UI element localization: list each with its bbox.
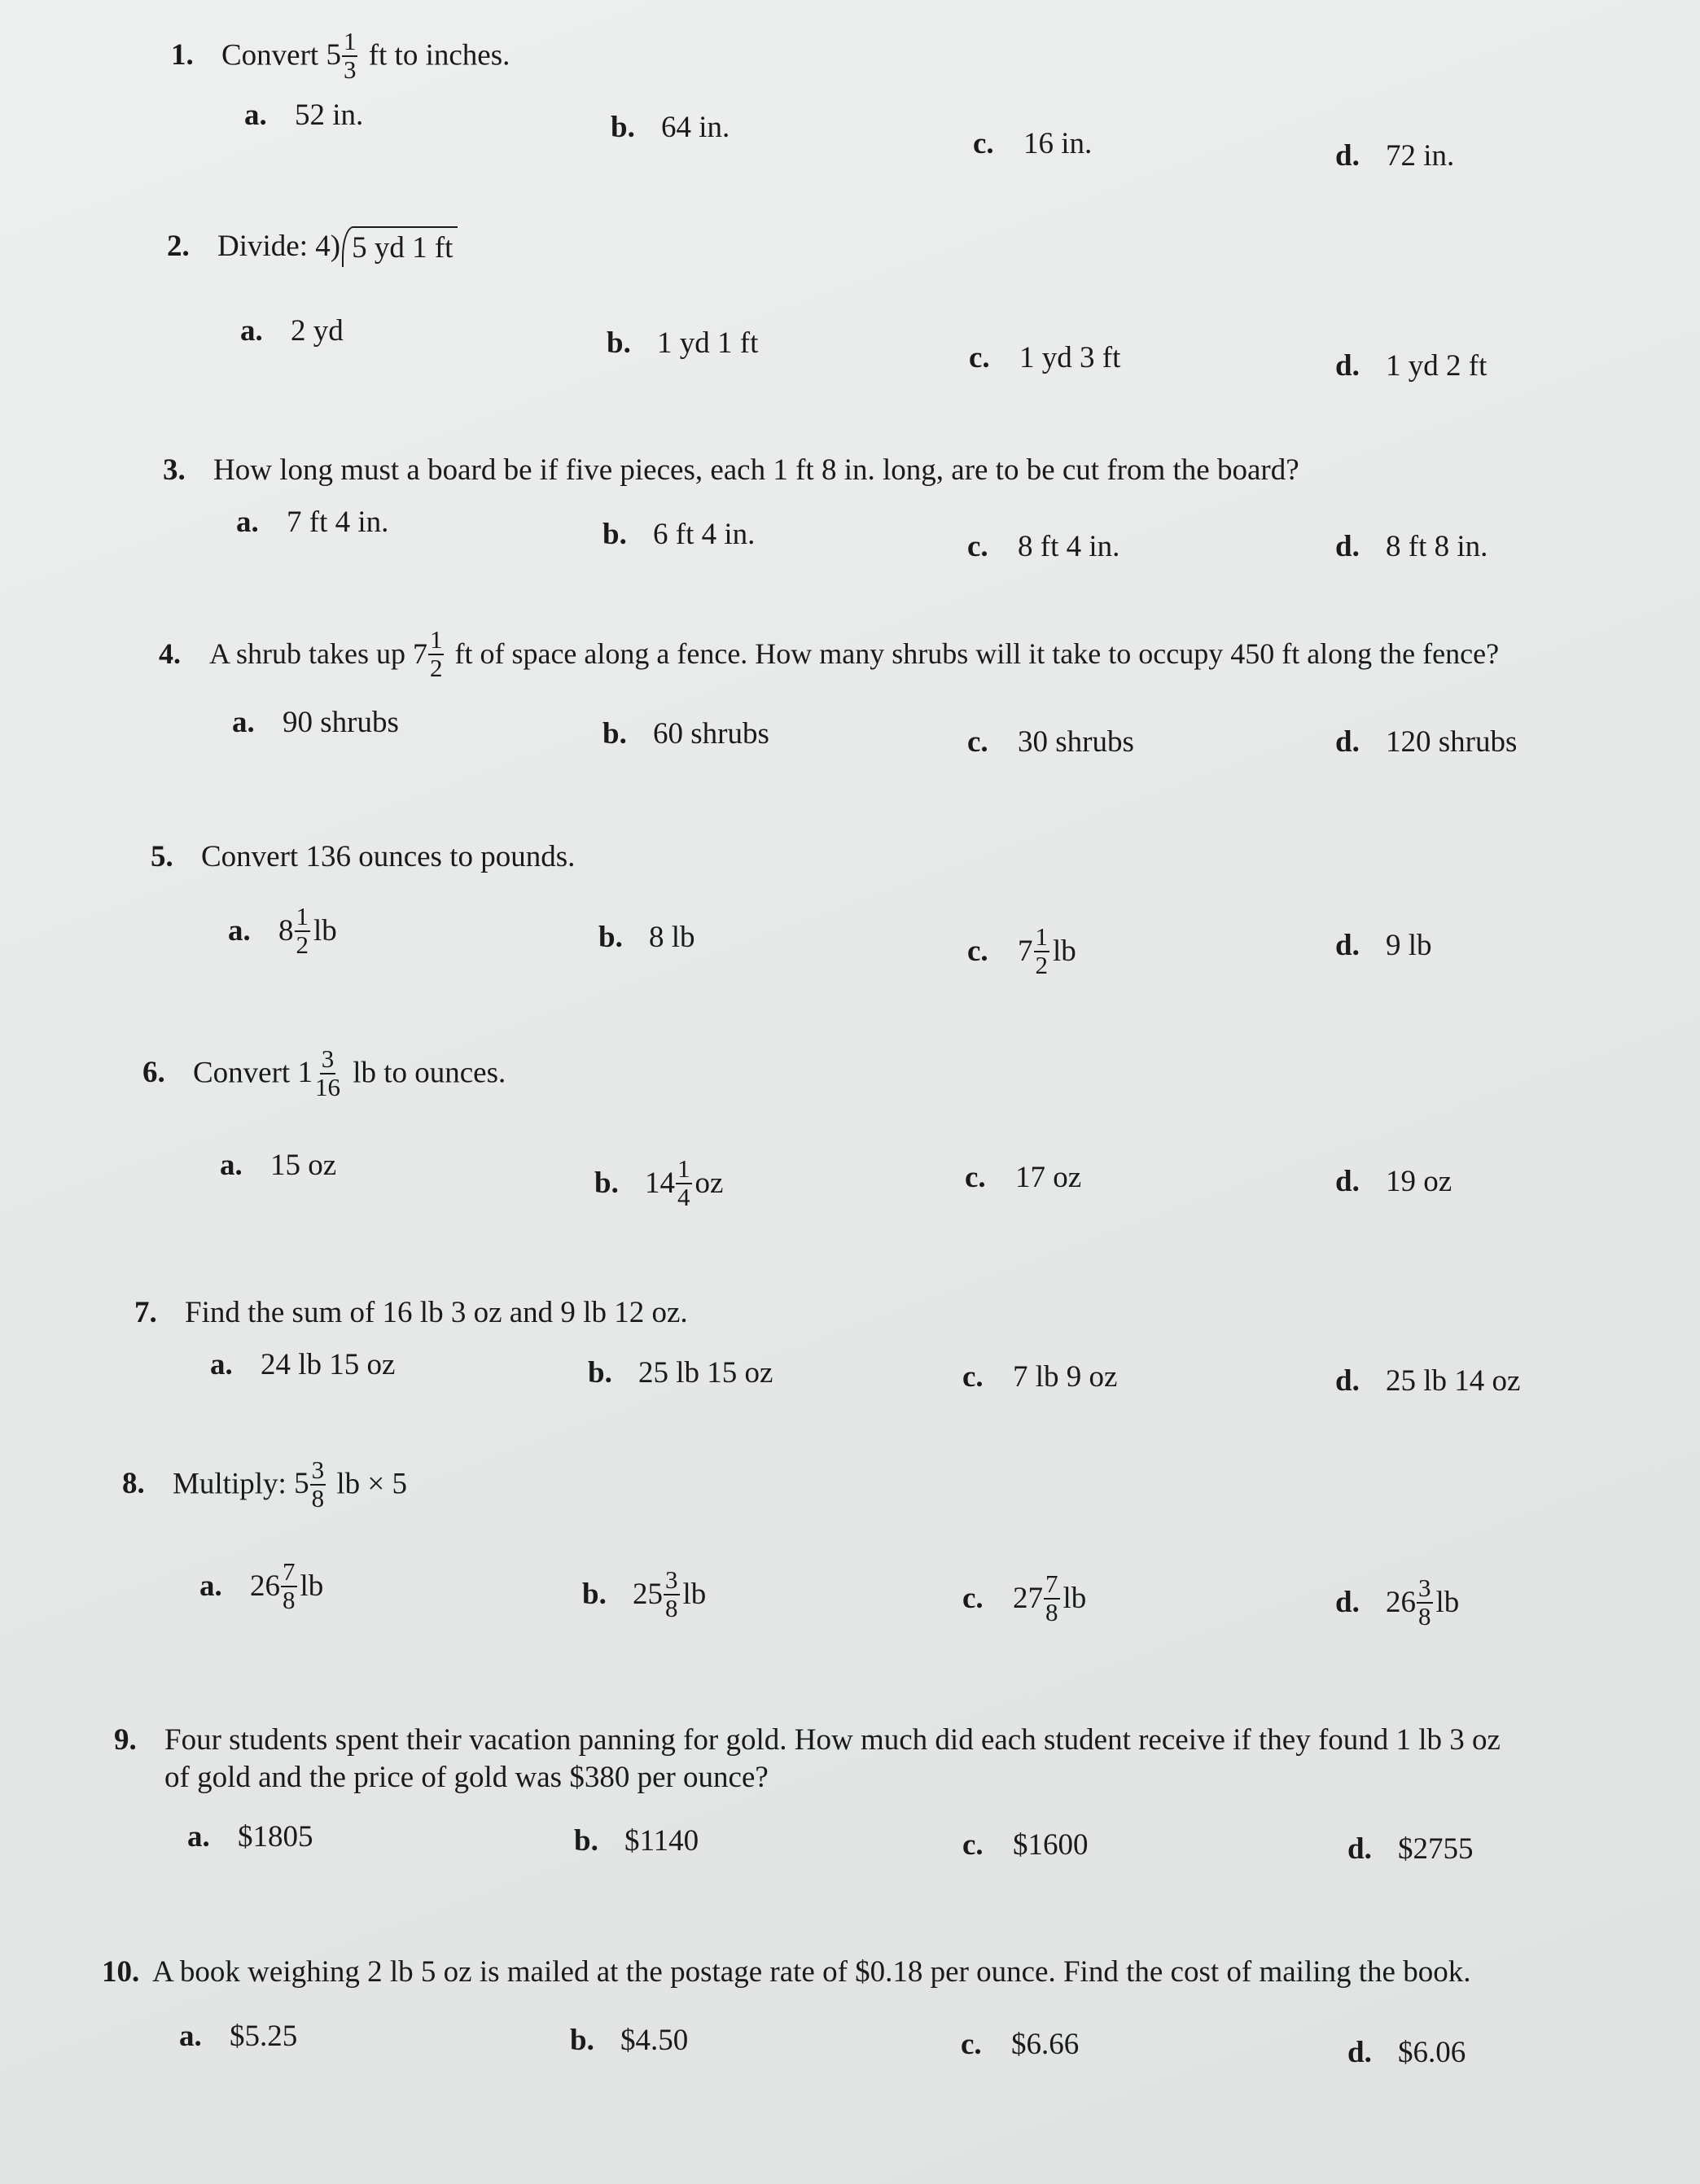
option-letter: a. [179,2020,202,2053]
mixed-number [1018,924,1053,978]
option-text: 8 lb [649,921,695,954]
whole-part: 27 [1013,1582,1043,1616]
option-text: 2 yd [291,314,344,348]
denominator: 8 [1418,1601,1431,1630]
denominator: 8 [311,1483,325,1512]
option-text: 8 ft 8 in. [1386,530,1488,563]
option-text: 7 lb 9 oz [1013,1360,1118,1394]
option-letter: c. [969,341,990,374]
mixed-number [413,627,448,681]
answer-option-b[interactable] [602,517,755,552]
option-letter: a. [236,506,259,539]
whole-part: 25 [633,1578,663,1612]
option-text: 64 in. [661,111,730,144]
option-letter: d. [1335,349,1360,383]
question-number: 1. [171,38,194,72]
option-letter: b. [602,518,627,551]
option-text: 90 shrubs [283,706,399,739]
answer-option-b[interactable] [570,2023,688,2058]
answer-option-b[interactable] [582,1567,706,1622]
option-text: $1805 [238,1820,313,1854]
option-text: 25 lb 15 oz [638,1356,773,1390]
option-text: $6.66 [1011,2028,1080,2061]
numerator: 7 [283,1557,296,1586]
numerator: 7 [1045,1569,1058,1598]
question-6 [142,1046,506,1101]
question-prefix: Convert [221,38,326,72]
denominator: 2 [296,930,309,959]
answer-option-c[interactable] [967,924,1076,978]
option-letter: a. [210,1348,233,1381]
option-text: 60 shrubs [653,717,769,751]
mixed-number [278,904,313,958]
whole-part: 7 [1018,934,1033,969]
option-letter: a. [240,314,263,348]
mixed-number [250,1559,300,1613]
question-prefix: A shrub takes up [209,637,413,671]
mixed-number [1013,1571,1063,1626]
option-text: 25 lb 14 oz [1386,1364,1521,1398]
answer-option-d[interactable] [1347,2035,1466,2070]
option-text: 24 lb 15 oz [261,1348,396,1381]
denominator: 4 [677,1182,690,1211]
option-text: $4.50 [620,2024,689,2057]
denominator: 8 [283,1585,296,1614]
question-prefix: Multiply: [173,1467,295,1501]
option-letter: a. [187,1820,210,1854]
option-unit: lb [1435,1586,1460,1620]
answer-option-a[interactable] [220,1148,336,1183]
answer-option-d[interactable] [1335,1363,1520,1398]
question-2 [167,226,458,267]
whole-part: 1 [297,1056,313,1090]
option-unit: lb [300,1569,324,1604]
denominator: 16 [314,1072,340,1101]
mixed-number [633,1567,683,1622]
numerator: 1 [429,625,443,654]
option-letter: c. [962,1582,984,1616]
fraction [342,28,358,83]
option-text: 120 shrubs [1386,725,1518,759]
option-unit: lb [1053,934,1076,969]
question-text: Convert 136 ounces to pounds. [201,840,576,873]
numerator: 1 [1035,922,1048,951]
numerator: 3 [311,1455,325,1484]
question-text: Four students spent their vacation panning for gold. How much did each student receive if they found 1 lb 3 oz [164,1723,1501,1757]
fraction [664,1567,680,1622]
answer-option-d[interactable] [1335,1575,1459,1630]
option-letter: b. [574,1824,598,1858]
whole-part: 14 [645,1166,675,1201]
answer-option-c[interactable] [962,1359,1117,1394]
whole-part: 5 [294,1467,309,1501]
question-number: 8. [122,1467,145,1501]
answer-option-d[interactable] [1335,348,1487,383]
question-prefix: Convert [193,1056,298,1090]
mixed-number [1386,1575,1436,1630]
option-letter: c. [967,725,988,759]
answer-option-a[interactable] [210,1347,395,1382]
option-text: $2755 [1398,1832,1474,1866]
fraction [676,1156,692,1210]
option-unit: lb [313,914,337,948]
option-letter: c. [962,1828,984,1862]
option-text: 8 ft 4 in. [1018,530,1120,563]
option-text: $6.06 [1398,2036,1466,2069]
denominator: 2 [429,653,443,682]
option-text: 15 oz [270,1149,337,1182]
option-letter: c. [973,127,994,160]
numerator: 1 [296,902,309,930]
fraction [1417,1575,1433,1630]
whole-part: 5 [326,38,341,72]
answer-option-a[interactable] [199,1559,323,1613]
answer-option-d[interactable] [1335,138,1454,173]
denominator: 2 [1035,950,1048,979]
question-text: A book weighing 2 lb 5 oz is mailed at the postage rate of $0.18 per ounce. Find the cost of mailing the book. [152,1955,1471,1989]
answer-option-c[interactable] [969,340,1120,375]
option-text: 1 yd 2 ft [1386,349,1488,383]
question-number: 7. [134,1296,157,1329]
option-unit: lb [682,1578,707,1612]
long-division [315,226,458,267]
answer-option-d[interactable] [1335,1164,1452,1199]
option-letter: b. [607,326,631,360]
option-letter: a. [232,706,255,739]
question-number: 2. [167,230,190,263]
option-letter: c. [965,1161,986,1194]
fraction [310,1457,326,1512]
option-letter: c. [962,1360,984,1394]
option-letter: b. [570,2024,594,2057]
answer-option-b[interactable] [607,326,758,361]
fraction [1034,924,1050,978]
question-suffix: lb × 5 [329,1467,407,1501]
question-number: 10. [102,1955,140,1989]
question-prefix: Divide: [217,230,316,263]
option-letter: b. [588,1356,612,1390]
option-letter: c. [967,934,988,969]
option-letter: a. [220,1149,243,1182]
question-3 [163,452,1299,489]
question-10 [102,1954,1470,1991]
divisor: 4) [315,230,341,263]
answer-option-a[interactable] [232,705,399,740]
option-letter: d. [1335,530,1360,563]
question-text-line2: of gold and the price of gold was $380 per ounce? [164,1761,769,1795]
dividend: 5 yd 1 ft [342,226,458,267]
option-text: 1 yd 3 ft [1019,341,1121,374]
option-letter: b. [598,921,623,954]
mixed-number [294,1457,329,1512]
answer-option-a[interactable] [244,98,363,133]
question-number: 3. [163,453,186,487]
mixed-number [645,1156,695,1210]
denominator: 8 [665,1593,678,1622]
question-suffix: ft of space along a fence. How many shrubs will it take to occupy 450 ft along the fence? [447,637,1500,671]
whole-part: 26 [1386,1586,1416,1620]
option-letter: d. [1335,1364,1360,1398]
option-text: 52 in. [295,98,364,132]
option-text: $1600 [1013,1828,1089,1862]
option-text: $5.25 [230,2020,298,2053]
answer-option-c[interactable] [962,1827,1089,1862]
answer-option-c[interactable] [967,529,1119,564]
mixed-number [297,1046,345,1101]
option-text: 16 in. [1023,127,1093,160]
option-letter: d. [1335,1165,1360,1198]
answer-option-c[interactable] [965,1160,1081,1195]
option-letter: a. [199,1569,222,1604]
option-text: 1 yd 1 ft [657,326,759,360]
option-text: 72 in. [1386,139,1455,173]
answer-option-a[interactable] [240,313,344,348]
whole-part: 7 [412,637,427,671]
fraction [1044,1571,1060,1626]
answer-option-b[interactable] [602,716,769,751]
answer-option-d[interactable] [1335,724,1517,759]
option-letter: b. [602,717,627,751]
answer-option-d[interactable] [1335,928,1432,963]
numerator: 3 [321,1044,335,1073]
option-letter: d. [1335,725,1360,759]
question-suffix: ft to inches. [361,38,510,72]
option-letter: a. [228,914,251,948]
answer-option-c[interactable] [967,724,1134,759]
answer-option-d[interactable] [1347,1832,1474,1867]
fraction [295,904,311,958]
denominator: 8 [1045,1597,1058,1626]
mixed-number [326,28,361,83]
answer-option-c[interactable] [962,1571,1086,1626]
option-letter: c. [967,530,988,563]
question-4 [159,627,1499,681]
answer-option-a[interactable] [236,505,388,540]
question-5 [151,838,575,876]
option-letter: d. [1335,929,1360,962]
answer-option-c[interactable] [973,126,1092,161]
option-letter: b. [594,1166,619,1201]
option-letter: b. [582,1578,607,1612]
question-9 [114,1722,1661,1797]
denominator: 3 [343,55,357,84]
numerator: 1 [343,27,357,55]
question-7 [134,1294,688,1332]
answer-option-b[interactable] [598,920,695,955]
option-text: $1140 [624,1824,699,1858]
option-text: 30 shrubs [1018,725,1134,759]
answer-option-a[interactable] [179,2019,297,2054]
question-8 [122,1457,407,1512]
option-text: 9 lb [1386,929,1432,962]
option-unit: oz [694,1166,724,1201]
whole-part: 26 [250,1569,280,1604]
option-letter: d. [1347,1832,1372,1866]
question-number: 5. [151,840,173,873]
fraction [428,627,445,681]
fraction [313,1046,342,1101]
answer-option-a[interactable] [228,904,337,958]
option-letter: d. [1347,2036,1372,2069]
option-letter: c. [961,2028,982,2061]
option-text: 7 ft 4 in. [287,506,389,539]
option-text: 6 ft 4 in. [653,518,756,551]
question-text: Find the sum of 16 lb 3 oz and 9 lb 12 oz. [185,1296,688,1329]
question-number: 9. [114,1723,137,1757]
question-text: How long must a board be if five pieces, each 1 ft 8 in. long, are to be cut from the board? [213,453,1299,487]
option-letter: d. [1335,1586,1360,1620]
answer-option-d[interactable] [1335,529,1488,564]
answer-option-a[interactable] [187,1819,313,1854]
question-number: 6. [142,1056,165,1090]
option-letter: d. [1335,139,1360,173]
whole-part: 8 [278,914,294,948]
question-suffix: lb to ounces. [344,1056,506,1090]
numerator: 1 [677,1154,690,1183]
question-1 [171,28,510,83]
answer-option-b[interactable] [594,1156,723,1210]
fraction [281,1559,297,1613]
option-text: 17 oz [1015,1161,1082,1194]
option-unit: lb [1062,1582,1087,1616]
answer-option-b[interactable] [611,110,730,145]
option-text: 19 oz [1386,1165,1452,1198]
numerator: 3 [665,1565,678,1594]
numerator: 3 [1418,1573,1431,1602]
question-number: 4. [159,637,181,671]
answer-option-b[interactable] [588,1355,773,1390]
answer-option-b[interactable] [574,1823,699,1858]
option-letter: b. [611,111,635,144]
option-letter: a. [244,98,267,132]
answer-option-c[interactable] [961,2027,1079,2062]
